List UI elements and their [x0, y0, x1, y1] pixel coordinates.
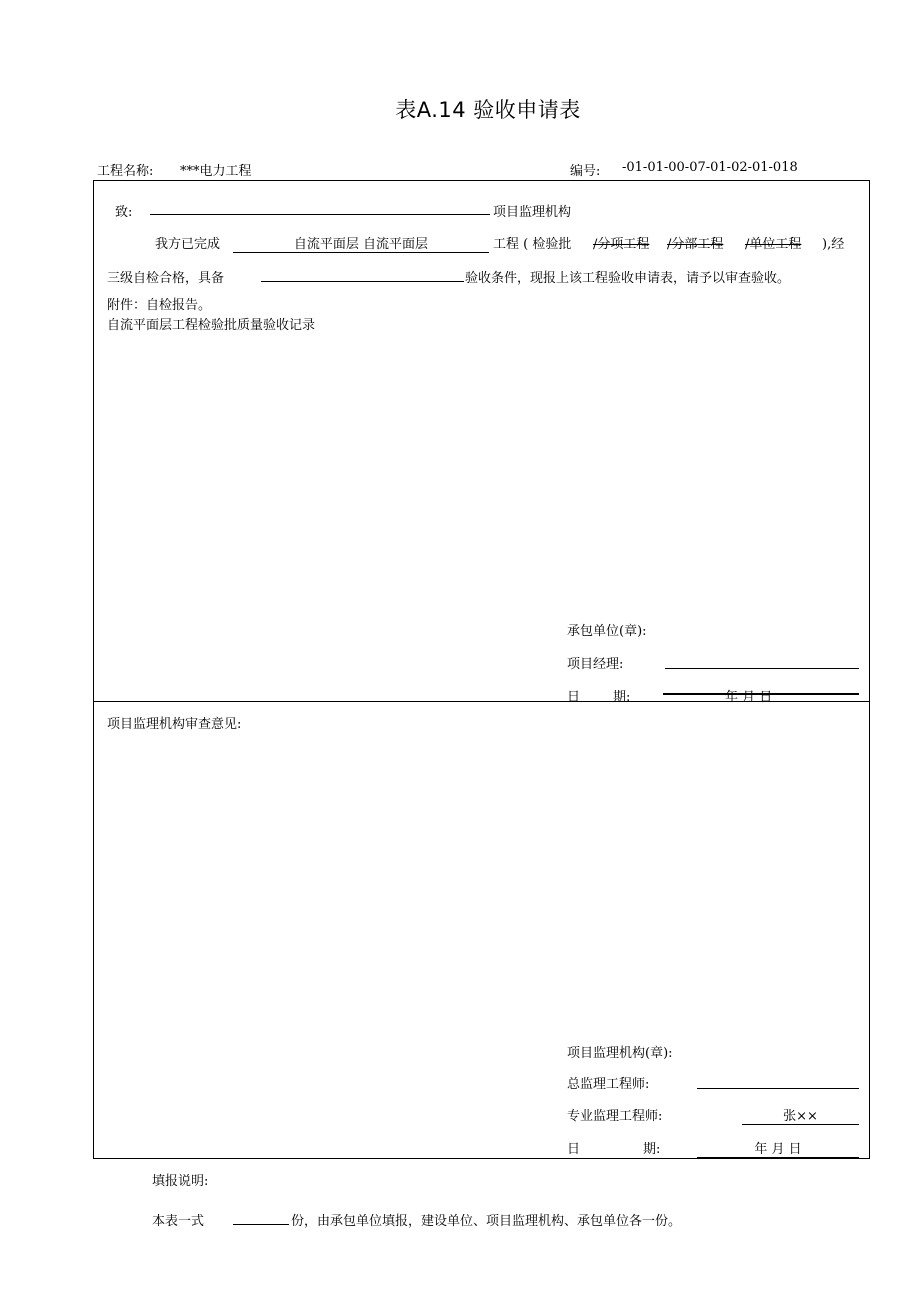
date-label-1a: 日: [567, 690, 581, 705]
page-title: 表A.14 验收申请表: [395, 98, 581, 122]
contractor-seal-label: 承包单位(章):: [567, 624, 647, 639]
chief-engineer-field[interactable]: [697, 1088, 859, 1089]
line2-prefix: 三级自检合格，具备: [107, 271, 225, 286]
fill-note-prefix: 本表一式: [152, 1214, 205, 1229]
form-number-value: -01-01-00-07-01-02-01-018: [622, 160, 798, 175]
agency-seal-label: 项目监理机构(章):: [567, 1046, 673, 1061]
strike-subproject: /分部工程: [667, 237, 724, 252]
specialist-engineer-label: 专业监理工程师:: [567, 1109, 663, 1124]
project-manager-field[interactable]: [665, 668, 859, 669]
recipient-field[interactable]: [150, 214, 490, 215]
line1-end: ),经: [822, 237, 845, 252]
attachment-label: 附件：自检报告。: [107, 298, 212, 313]
line1-prefix: 我方已完成: [155, 237, 221, 252]
project-name-value: ***电力工程: [180, 164, 252, 179]
strike-subitem: /分项工程: [593, 237, 650, 252]
fill-note-suffix: 份，由承包单位填报，建设单位、项目监理机构、承包单位各一份。: [291, 1214, 682, 1229]
review-opinion-label: 项目监理机构审查意见:: [107, 717, 242, 732]
to-suffix: 项目监理机构: [493, 205, 572, 220]
to-label: 致:: [115, 205, 133, 220]
line1-mid: 工程 ( 检验批: [493, 237, 572, 252]
project-manager-label: 项目经理:: [567, 657, 624, 672]
strike-unitproject: /单位工程: [745, 237, 802, 252]
date-label-2b: 期:: [643, 1142, 661, 1157]
line2-suffix: 验收条件，现报上该工程验收申请表，请予以审查验收。: [465, 271, 791, 286]
date-label-1b: 期:: [613, 690, 631, 705]
date-value-1: 年 月 日: [725, 690, 773, 705]
completed-work-field[interactable]: 自流平面层 自流平面层: [233, 233, 489, 253]
date-field-2[interactable]: 年 月 日: [697, 1138, 859, 1158]
date-field-1[interactable]: [663, 693, 859, 695]
condition-field[interactable]: [261, 281, 464, 282]
copies-field[interactable]: [233, 1224, 289, 1225]
fill-note-label: 填报说明:: [152, 1174, 209, 1189]
form-number-label: 编号:: [570, 164, 601, 179]
attachment-item: 自流平面层工程检验批质量验收记录: [107, 318, 316, 333]
chief-engineer-label: 总监理工程师:: [567, 1077, 650, 1092]
specialist-engineer-field[interactable]: 张××: [742, 1105, 859, 1125]
project-name-label: 工程名称:: [97, 164, 154, 179]
date-label-2a: 日: [567, 1142, 581, 1157]
